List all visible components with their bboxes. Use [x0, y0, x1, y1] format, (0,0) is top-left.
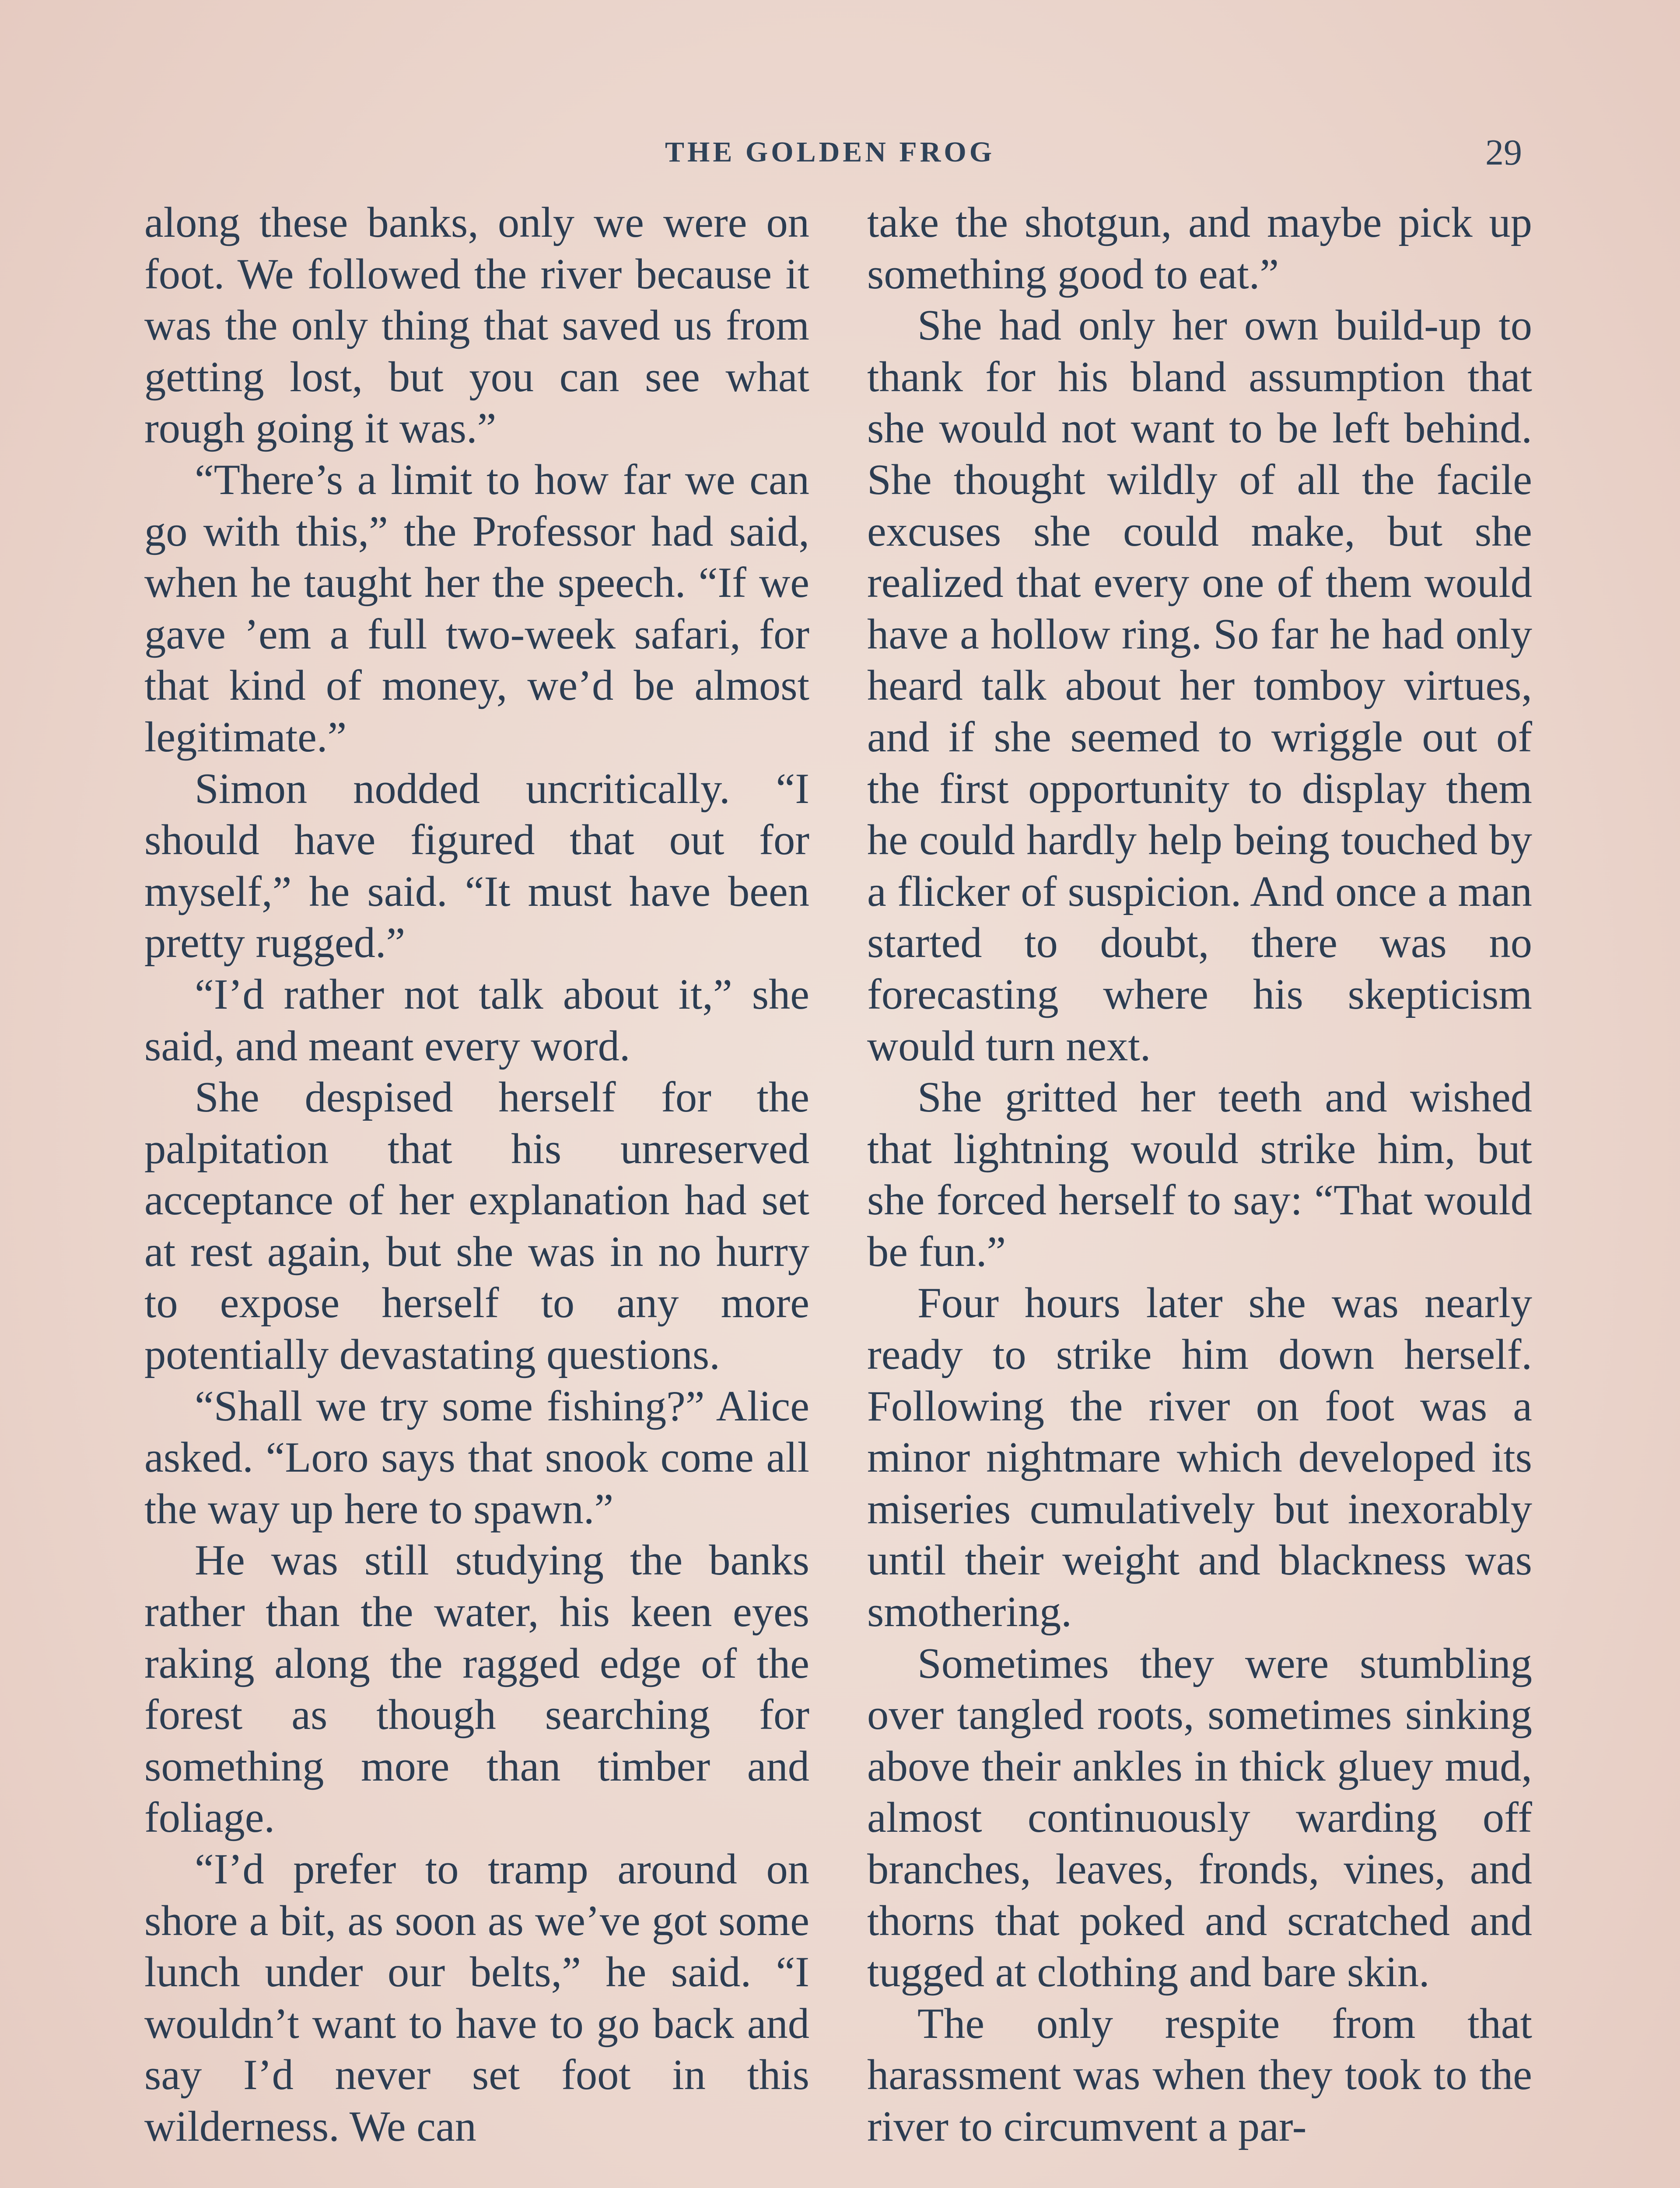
- paragraph: She gritted her teeth and wished that lightning would strike him, but she forced herself to say: “That would be fun.”: [867, 1073, 1532, 1276]
- left-column: [144, 197, 809, 2153]
- paragraph: She despised herself for the palpitation that his unreserved acceptance of her explanation had set at rest again, but she was in no hurry to expose herself to any more potentially devastating questions.: [144, 1073, 809, 1379]
- paragraph: “There’s a limit to how far we can go with this,” the Professor had said, when he taught her the speech. “If we gave ’em a full two-week safari, for that kind of money, we’d be almost legitimate.”: [144, 456, 809, 761]
- paragraph: Sometimes they were stumbling over tangled roots, sometimes sinking above their ankles in thick gluey mud, almost continuously warding off branches, leaves, fronds, vines, and thorns that poked and scratched and tugged at clothing and bare skin.: [867, 1639, 1532, 1996]
- running-head: [0, 131, 1680, 179]
- paragraph: along these banks, only we were on foot. We followed the river because it was the only thing that saved us from getting lost, but you can see what rough going it was.”: [144, 199, 809, 452]
- page-number: 29: [1485, 132, 1522, 173]
- paragraph: Four hours later she was nearly ready to strike him down herself. Following the river on foot was a minor nightmare which developed its miseries cumulatively but inexorably until their weight and blackness was smothering.: [867, 1279, 1532, 1636]
- paragraph: “Shall we try some fishing?” Alice asked. “Loro says that snook come all the way up here to spawn.”: [144, 1382, 809, 1533]
- paragraph: The only respite from that harassment was when they took to the river to circumvent a par-: [867, 1999, 1532, 2150]
- right-column: [867, 197, 1532, 2153]
- paragraph: He was still studying the banks rather than the water, his keen eyes raking along the ragged edge of the forest as though searching for something more than timber and foliage.: [144, 1536, 809, 1842]
- paragraph: Simon nodded uncritically. “I should have figured that out for myself,” he said. “It must have been pretty rugged.”: [144, 764, 809, 967]
- paragraph: take the shotgun, and maybe pick up something good to eat.”: [867, 199, 1532, 298]
- paragraph: “I’d prefer to tramp around on shore a bit, as soon as we’ve got some lunch under our belts,” he said. “I wouldn’t want to have to go back and say I’d never set foot in this wilderness. We can: [144, 1845, 809, 2150]
- paragraph: “I’d rather not talk about it,” she said, and meant every word.: [144, 970, 809, 1070]
- chapter-title: THE GOLDEN FROG: [665, 136, 995, 168]
- paragraph: She had only her own build-up to thank for his bland assumption that she would not want to be left behind. She thought wildly of all the facile excuses she could make, but she realized that every one of them would have a hollow ring. So far he had only heard talk about her tomboy virtues, and if she seemed to wriggle out of the first opportunity to display them he could hardly help being touched by a flicker of suspicion. And once a man started to doubt, there was no forecasting where his skepticism would turn next.: [867, 302, 1532, 1070]
